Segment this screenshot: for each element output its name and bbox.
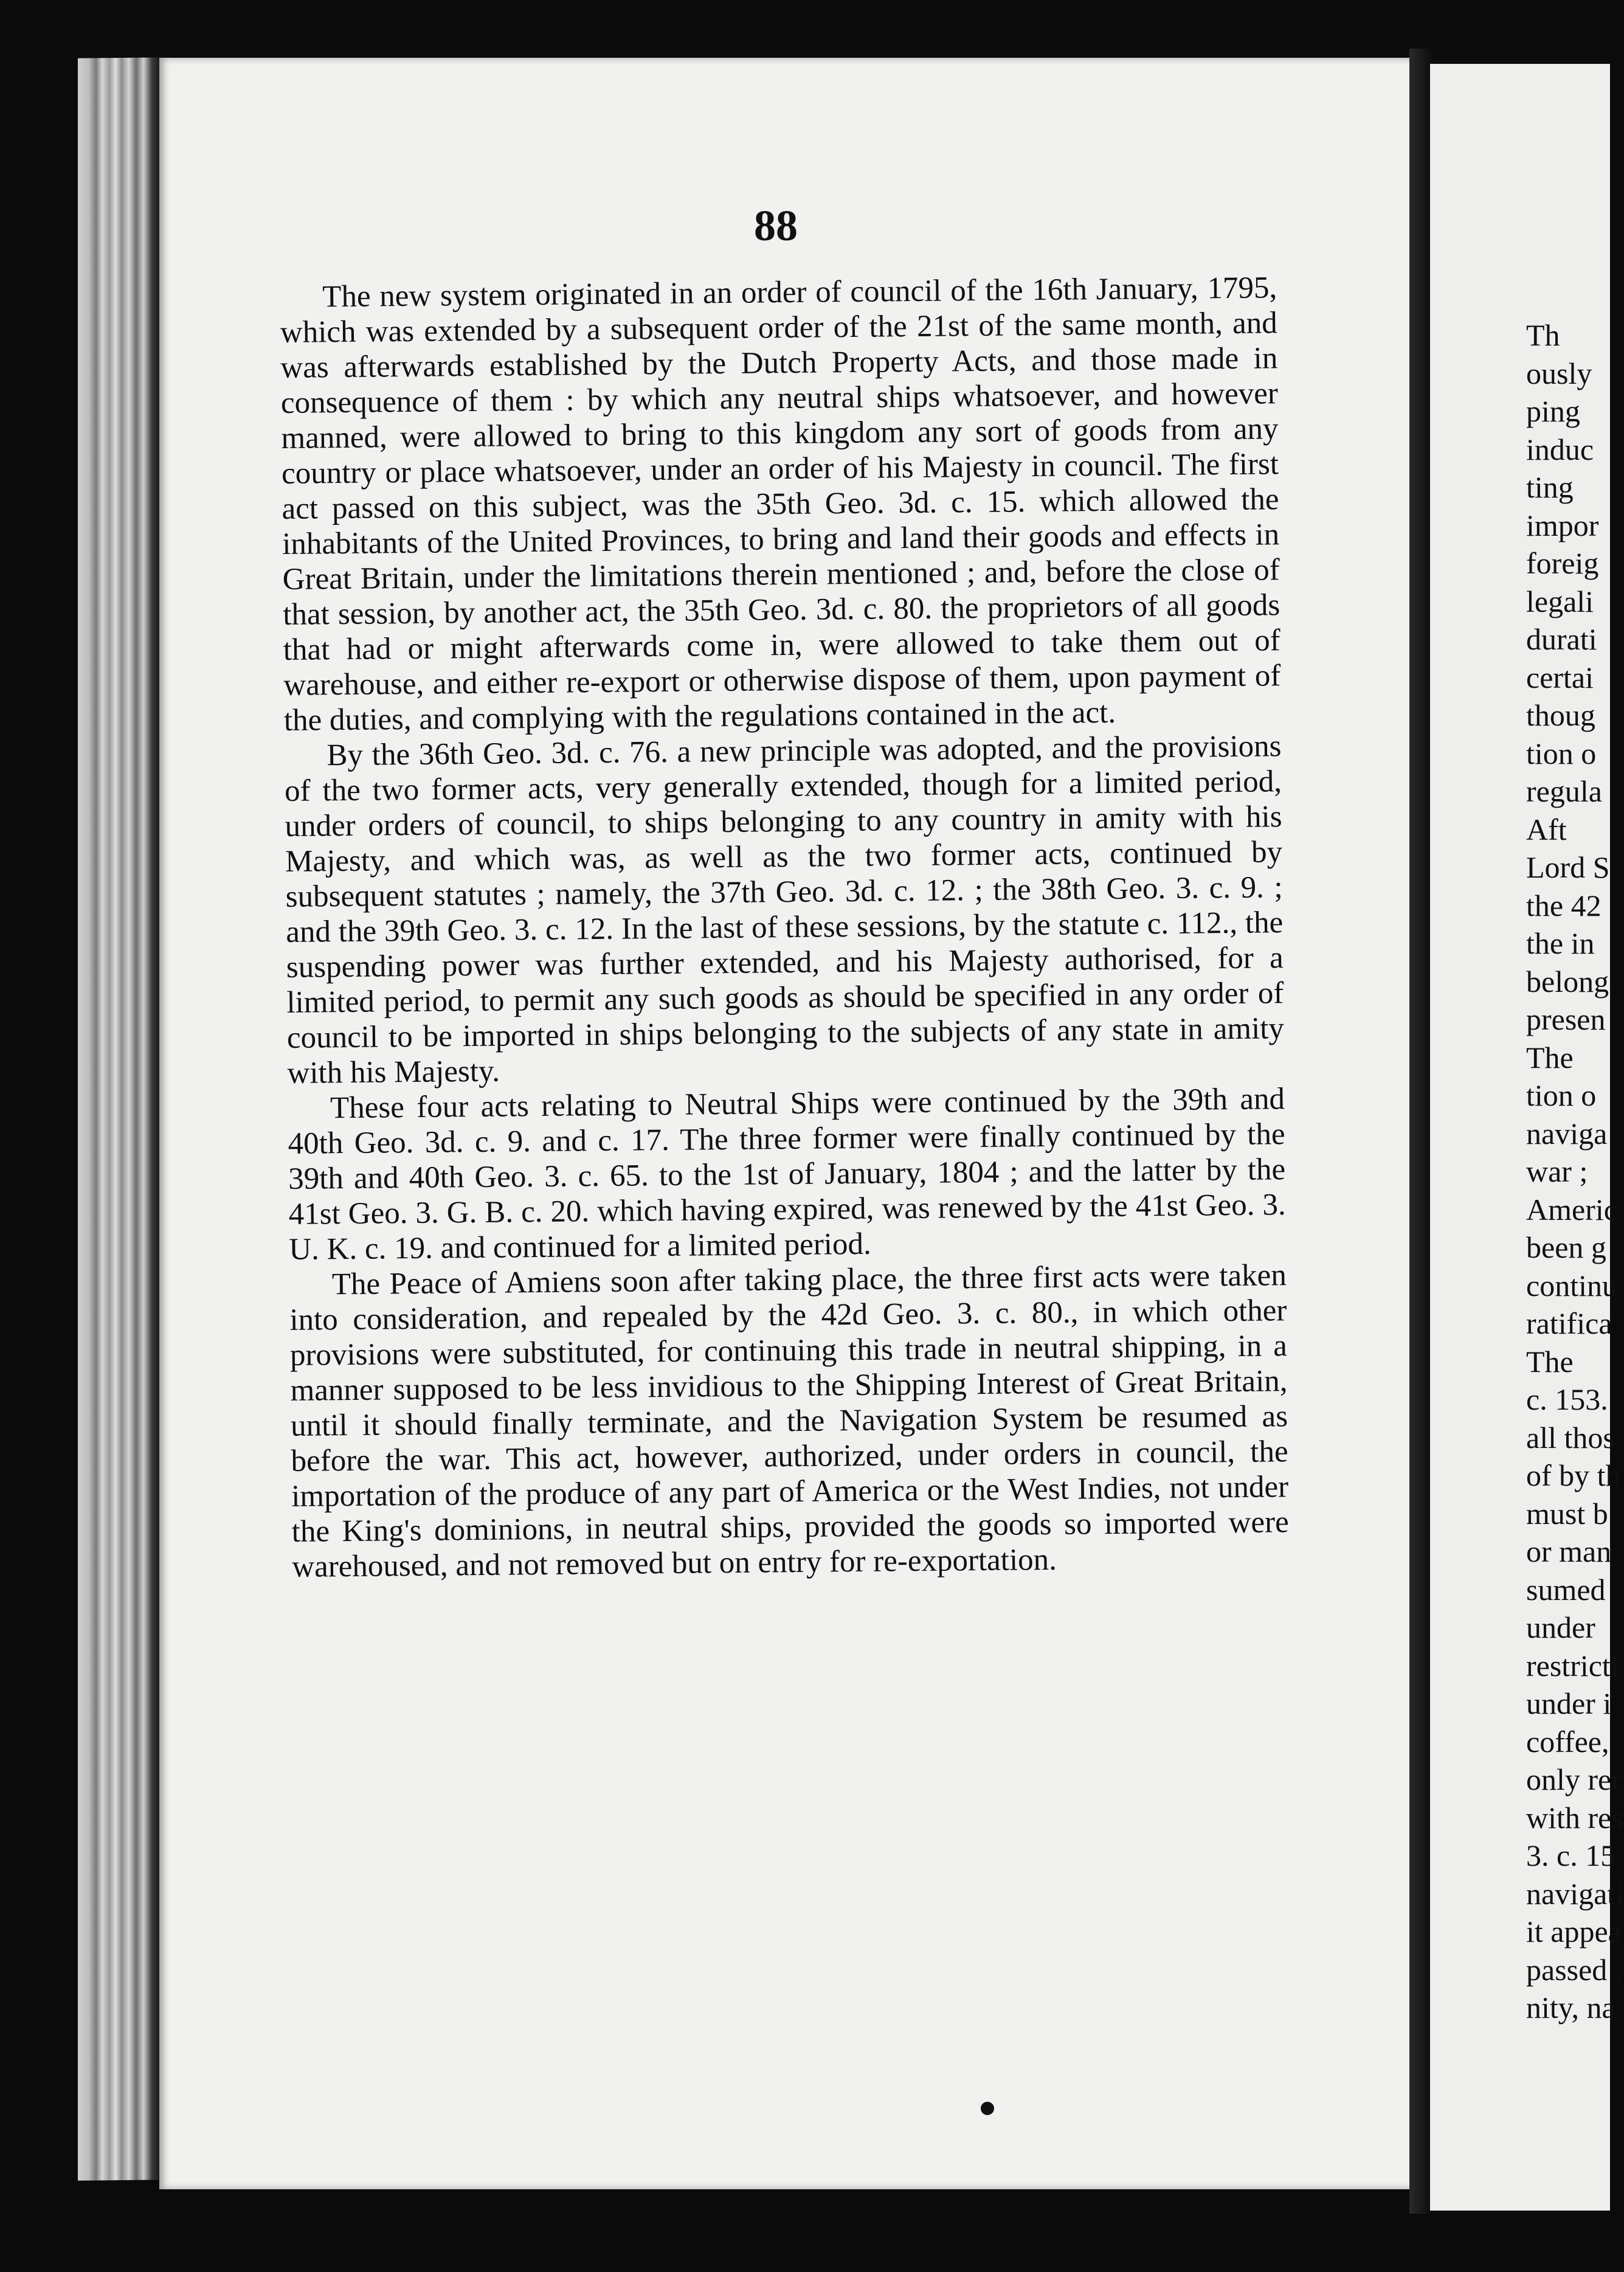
right-page-line: induc — [1526, 432, 1594, 466]
paragraph-1: The new system originated in an order of council of the 16th January, 1795, which was extended by a subsequent order of the 21st of the same month, and was afterwards established by the Dutch Property Acts, and those made in consequence of them : by which any neutral ships whatsoever, and however manned, were allowed to bring to this kingdom any sort of goods from any country or place whatsoever, under an order of his Majesty in council. The first act passed on this subject, was the 35th Geo. 3d. c. 15. which allowed the inhabitants of the United Provinces, to bring and land their goods and effects in Great Britain, under the limitations therein mentioned ; and, before the close of that session, by another act, the 35th Geo. 3d. c. 80. the proprietors of all goods that had or might afterwards come in, were allowed to take them out of warehouse, and either re-export or otherwise dispose of them, upon payment of the duties, and complying with the regulations contained in the act. — [280, 271, 1281, 738]
right-page-line: naviga — [1526, 1116, 1608, 1151]
right-page-line: certai — [1526, 660, 1594, 694]
page-edges — [78, 57, 169, 2181]
right-page-line: legali — [1526, 584, 1594, 618]
right-page-line: with res — [1526, 1800, 1623, 1835]
right-page-line: presen — [1526, 1002, 1606, 1036]
right-page-line: or man — [1526, 1534, 1612, 1568]
right-page-line: navigati — [1526, 1876, 1624, 1911]
right-page-line: under i — [1526, 1686, 1612, 1720]
right-page-line: Aft — [1526, 812, 1567, 847]
right-page-line: only rer — [1526, 1762, 1622, 1796]
paragraph-3: These four acts relating to Neutral Ships were continued by the 39th and 40th Geo. 3d. c. 9. and c. 17. The three former were finally continued by the 39th and 40th Geo. 3. c. 65. to the 1st of January, 1804 ; and the latter by the 41st Geo. 3. G. B. c. 20. which having expired, was renewed by the 41st Geo. 3. U. K. c. 19. and continued for a limited period. — [288, 1082, 1286, 1267]
right-page-line: the in — [1526, 926, 1595, 960]
right-page-text — [1526, 316, 1624, 2027]
right-page-line: Th — [1526, 318, 1560, 352]
right-page-line: all thos — [1526, 1420, 1615, 1455]
right-page-line: The — [1526, 1344, 1574, 1379]
right-page-line: foreig — [1526, 546, 1599, 580]
right-page-line: 3. c. 15 — [1526, 1838, 1616, 1872]
right-page-line: sumed — [1526, 1572, 1606, 1607]
right-page-line: impor — [1526, 508, 1599, 542]
right-page-line: The — [1526, 1040, 1574, 1075]
right-page-line: durati — [1526, 622, 1597, 656]
right-page-line: restricti — [1526, 1648, 1619, 1683]
ink-dot — [981, 2102, 994, 2115]
right-page-line: ting — [1526, 470, 1574, 504]
paragraph-2: By the 36th Geo. 3d. c. 76. a new principle was adopted, and the provisions of the two former acts, very generally extended, though for a limited period, under orders of council, to ships belonging to any country in amity with his Majesty, and which was, as well as the two former acts, continued by subsequent statutes ; namely, the 37th Geo. 3d. c. 12. ; the 38th Geo. 3. c. 9. ; and the 39th Geo. 3. c. 12. In the last of these sessions, by the statute c. 112., the suspending power was further extended, and his Majesty authorised, for a limited period, to permit any such goods as should be specified in any order of council to be imported in ships belonging to the subjects of any state in amity with his Majesty. — [284, 729, 1285, 1090]
page-number: 88 — [754, 201, 798, 250]
right-page-line: nity, na — [1526, 1990, 1615, 2024]
right-page-line: tion o — [1526, 1078, 1597, 1112]
right-page-line: war ; — [1526, 1154, 1588, 1188]
right-page-line: it appea — [1526, 1914, 1622, 1948]
right-page-line: continu — [1526, 1268, 1617, 1303]
right-page-line: thoug — [1526, 698, 1595, 732]
right-page-line: coffee, — [1526, 1724, 1609, 1759]
right-page-line: belong — [1526, 964, 1609, 999]
right-page-line: the 42 — [1526, 888, 1602, 923]
paragraph-4: The Peace of Amiens soon after taking place, the three first acts were taken into consideration, and repealed by the 42d Geo. 3. c. 80., in which other provisions were substituted, for continuing this trade in neutral shipping, in a manner supposed to be less invidious to the Shipping Interest of Great Britain, until it should finally terminate, and the Navigation System be resumed as before the war. This act, however, authorized, under orders in council, the importation of the produce of any part of America or the West Indies, not under the King's dominions, in neutral ships, provided the goods so imported were warehoused, and not removed but on entry for re-exportation. — [289, 1258, 1289, 1584]
right-page-line: tion o — [1526, 736, 1597, 771]
right-page-line: regula — [1526, 774, 1602, 808]
right-page-line: been g — [1526, 1230, 1606, 1264]
right-page-line: of by th — [1526, 1458, 1621, 1492]
right-page-line: Americ — [1526, 1192, 1617, 1227]
right-page-line: must b — [1526, 1496, 1608, 1531]
right-page-line: passed ; — [1526, 1952, 1623, 1987]
right-page-line: under — [1526, 1610, 1595, 1644]
right-page-line: c. 153. — [1526, 1382, 1608, 1416]
page-body — [280, 270, 1290, 1585]
right-page-line: ping — [1526, 394, 1580, 428]
right-page-line: ratifica — [1526, 1306, 1612, 1340]
right-page-line: ously — [1526, 356, 1592, 390]
right-page-line: Lord S — [1526, 850, 1610, 884]
